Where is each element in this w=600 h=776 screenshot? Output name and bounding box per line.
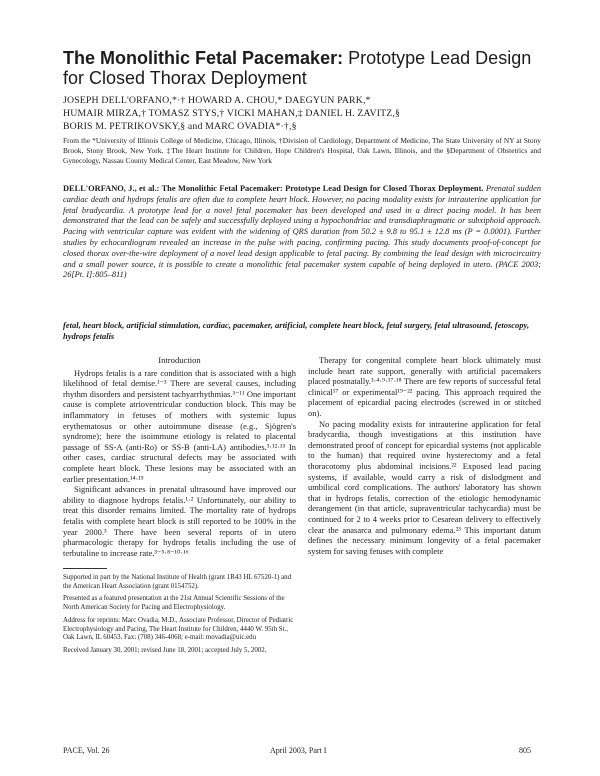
intro-paragraph-3: Therapy for congenital complete heart block ultimately must include heart rate support, generally with artificial pacemakers placed postnatally.³·⁴·⁹·¹⁷·¹⁸ There are few reports of successful fetal clinical¹⁷ or experimental¹⁹⁻²² pacing. This approach required the placement of epicardial pacing electrodes (screwed in or stitched on). bbox=[308, 355, 541, 418]
footnotes bbox=[63, 574, 296, 660]
intro-paragraph-1: Hydrops fetalis is a rare condition that is associated with a high likelihood of fetal demise.¹⁻³ There are several causes, including rhythm disorders and persistent tachyarrhythmias.³⁻¹¹ One important cause is complete atrioventricular conduction block. This may be inflammatory in fetuses of mothers with systemic lupus erythematosus or other autoimmune disease (e.g., Sjögren's syndrome); here the isoimmune etiology is related to placental passage of SS-A (anti-Ro) or SS-B (anti-LA) antibodies.³·¹²·¹³ In other cases, cardiac structural defects may be associated with complete heart block. These lesions may be associated with an earlier presentation.¹⁴·¹⁵ bbox=[63, 367, 296, 484]
footnote-dates: Received January 30, 2001; revised June 18, 2001; accepted July 5, 2002. bbox=[63, 646, 267, 654]
footer-page-number: 805 bbox=[519, 746, 531, 755]
author-list bbox=[63, 94, 543, 134]
abstract bbox=[63, 184, 541, 281]
footer-journal: PACE, Vol. 26 bbox=[63, 746, 110, 755]
abstract-citation: DELL'ORFANO, J., et al.: The Monolithic Fetal Pacemaker: Prototype Lead Design for Closed Thorax Deployment. bbox=[63, 184, 484, 193]
footnote-presentation: Presented as a featured presentation at the 21st Annual Scientific Sessions of the North American Society for Pacing and Electrophysiology. bbox=[63, 595, 285, 612]
author-line: HUMAIR MIRZA,† TOMASZ STYS,† VICKI MAHAN,‡ DANIEL H. ZAVITZ,§ bbox=[63, 108, 401, 120]
title-main: The Monolithic Fetal Pacemaker: bbox=[63, 48, 344, 68]
right-column bbox=[308, 355, 541, 556]
author-line: JOSEPH DELL'ORFANO,*·† HOWARD A. CHOU,* DAEGYUN PARK,* bbox=[63, 95, 371, 106]
left-column bbox=[63, 355, 296, 558]
intro-paragraph-2: Significant advances in prenatal ultrasound have improved our ability to diagnose hydrops fetalis.¹·² Unfortunately, our ability to treat this disorder remains limited. The mortality rate of hydrops fetalis with complete heart block is still reported to be 100% in the year 2000.³ There have been several reports of in utero pharmacologic therapy for hydrops fetalis including the use of terbutaline to increase rate.³⁻⁵·⁸⁻¹⁰·¹⁶ bbox=[63, 484, 296, 558]
keywords: fetal, heart block, artificial stimulation, cardiac, pacemaker, artificial, complete heart block, fetal surgery, fetal ultrasound, fetoscopy, hydrops fetalis bbox=[63, 320, 530, 341]
footnote-reprints: Address for reprints: Marc Ovadia, M.D., Associate Professor, Director of Pediatric Electrophysiology and Pacing, The Heart Institute for Children, 4440 W. 95th St., Oak Lawn, IL 60453. Fax: (708) 346-4068; e-mail: movadia@uic.edu bbox=[63, 616, 294, 642]
title-subtitle: Prototype Lead Design for Closed Thorax Deployment bbox=[63, 48, 532, 88]
footer-issue: April 2003, Part I bbox=[270, 746, 327, 755]
article-title bbox=[63, 48, 543, 88]
abstract-body: Prenatal sudden cardiac death and hydrops fetalis are often due to complete heart block. However, no pacing modality exists for intrauterine application for fetal bradycardia. A prototype lead for a novel fetal pacemaker has been developed and used in a direct pacing model. It has been demonstrated that the lead can be safely and successfully deployed using a hypochondriac and transdiaphragmatic or subxiphoid approach. Pacing with ventricular capture was evident with the widening of QRS duration from 50.2 ± 9.8 to 95.1 ± 12.8 ms (P = 0.0001). Further studies by echocardiogram revealed an increase in the pulse with pacing, confirming pacing. This study documents proof-of-concept for closed thorax over-the-wire deployment of a novel lead design applicable to fetal pacing. By combining the lead design with microcircuitry and a small power source, it is possible to create a monolithic fetal pacemaker system capable of being deployed in utero. (PACE 2003; 26[Pt. I]:805–811) bbox=[63, 184, 542, 280]
footnote-divider bbox=[63, 568, 107, 569]
author-line: BORIS M. PETRIKOVSKY,§ and MARC OVADIA*·†,§ bbox=[63, 121, 297, 133]
footnote-funding: Supported in part by the National Institute of Health (grant 1R43 HL 67520-1) and the American Heart Association (grant 0154752). bbox=[63, 574, 292, 590]
affiliations: From the *University of Illinois College of Medicine, Chicago, Illinois, †Division of Cardiology, Department of Medicine, The State University of NY at Stony Brook, Stony Brook, New York, ‡The Heart Institute for Children, Hope Children's Hospital, Oak Lawn, Illinois, and the §Department of Obstetrics and Gynecology, Nassau County Medical Center, East Meadow, New York bbox=[63, 136, 541, 166]
section-heading: Introduction bbox=[158, 355, 201, 365]
intro-paragraph-4: No pacing modality exists for intrauterine application for fetal bradycardia, though investigations at this institution have demonstrated proof of concept for epicardial systems (not applicable to the human) that required ovine hysterectomy and a fetal thoracotomy plus abdominal incisions.²² Exposed lead pacing systems, if available, would carry a risk of dislodgment and umbilical cord complications. The authors' laboratory has shown that in hydrops fetalis, correction of the etiologic hemodynamic derangement (in that article, supraventricular tachycardia) must be continued for 2 to 4 weeks prior to Cesarean delivery to effectively clear the anasarca and pulmonary edema.²³ This important datum defines the necessary minimum longevity of a fetal pacemaker system for saving fetuses with complete bbox=[308, 418, 541, 556]
